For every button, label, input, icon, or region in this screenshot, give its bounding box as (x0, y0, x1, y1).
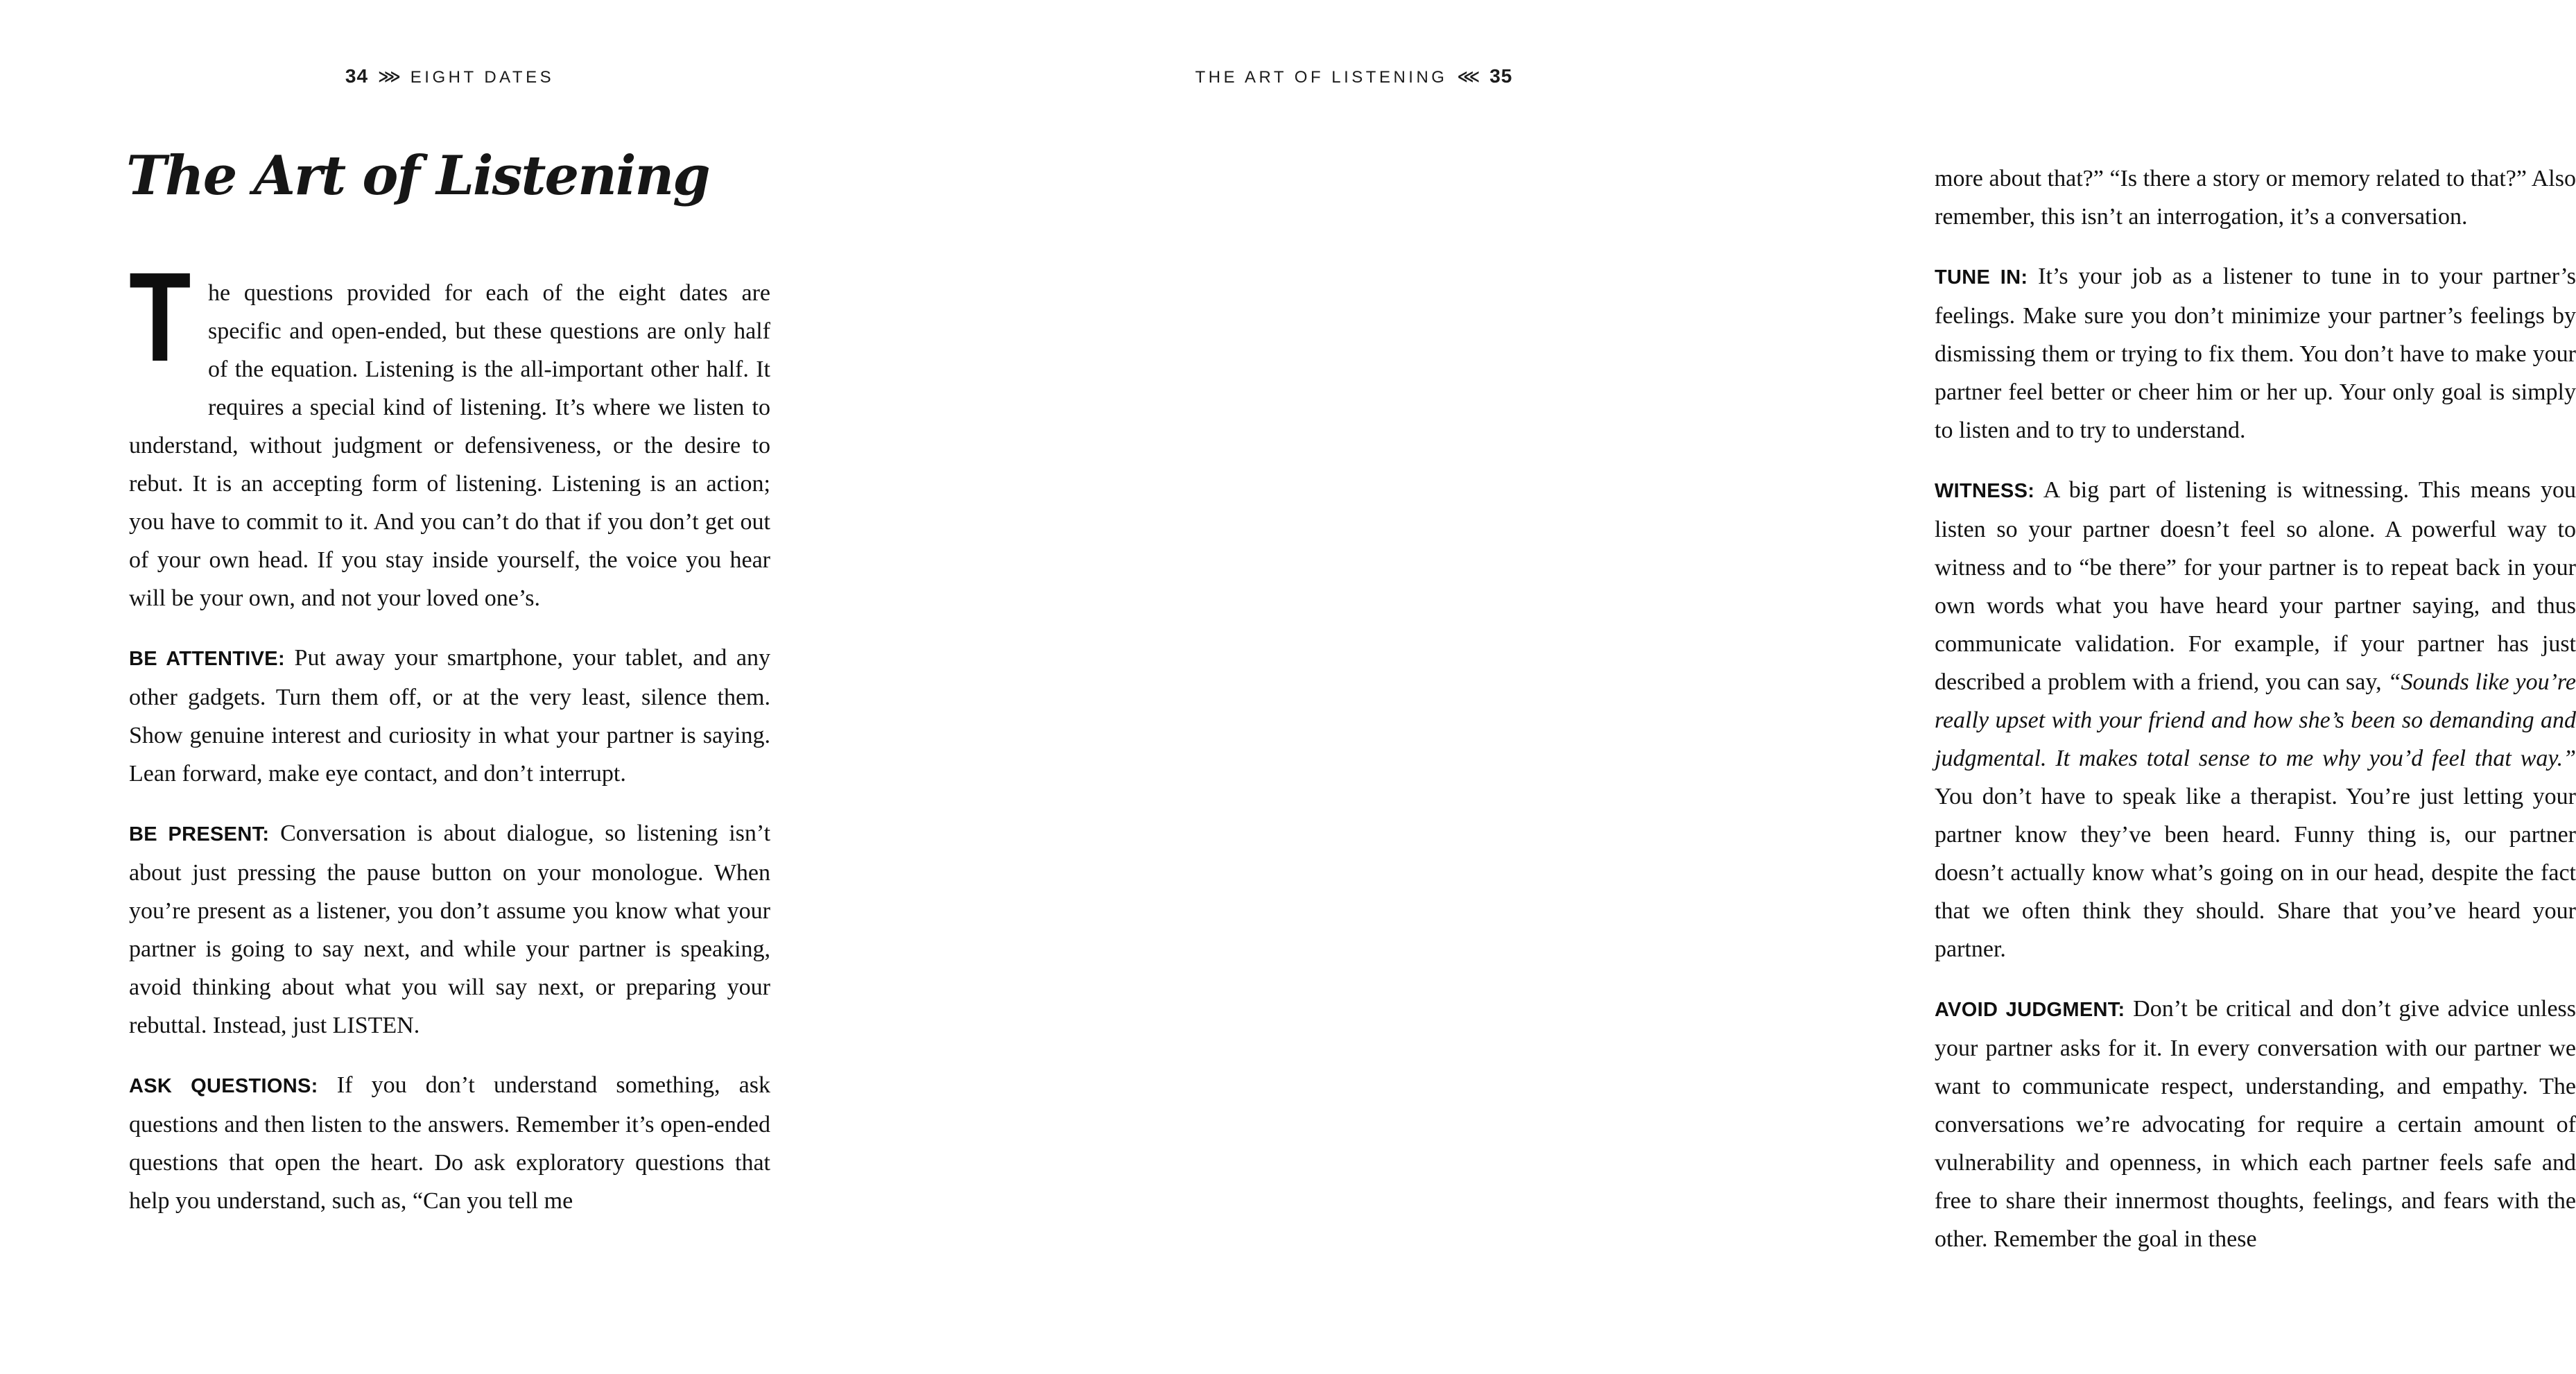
intro-text: he questions provided for each of the eight dates are specific and open-ended, but these questions are only half of the equation. Listening is the all-important other half. It requires a special kind of listening. It’s where we listen to understand, without judgment or defensiveness, or the desire to rebut. It is an accepting form of listening. Listening is an action; you have to commit to it. And you can’t do that if you don’t get out of your own head. If you stay inside yourself, the voice you hear will be your own, and not your loved one’s. (129, 280, 770, 611)
section-text: If you don’t understand something, ask questions and then listen to the answers. Remember it’s open-ended questions that open the heart. Do ask exploratory questions that help you understand, such as, “Can you tell me (129, 1072, 770, 1214)
right-page (901, 0, 2576, 1374)
right-text-column (1935, 160, 2576, 1258)
example-quote-italic: “Sounds like you’re really upset with your friend and how she’s been so demanding and judgmental. It makes total sense to me why you’d feel that way.” (1935, 669, 2576, 771)
section-text: Conversation is about dialogue, so listening isn’t about just pressing the pause button on your monologue. When you’re present as a listener, you don’t assume you know what your partner is going to say next, and while your partner is speaking, avoid thinking about what you will say next, or preparing your rebuttal. Instead, just LISTEN. (129, 821, 771, 1038)
continuation-paragraph (1935, 160, 2576, 236)
section-text: You don’t have to speak like a therapist. You’re just letting your partner know they’ve been heard. Funny thing is, our partner doesn’t actually know what’s going on in our head, despite the fact that we often think they should. Share that you’ve heard your partner. (1935, 784, 2576, 962)
section-paragraph-ask-questions (129, 1066, 770, 1220)
section-label: TUNE IN: (1935, 266, 2028, 289)
triple-chevron-right-icon: ⋙ (378, 68, 401, 86)
intro-paragraph (129, 246, 770, 617)
section-paragraph-witness (1935, 471, 2576, 968)
continuation-text: more about that?” “Is there a story or memory related to that?” Also remember, this isn’t an interrogation, it’s a conversation. (1935, 166, 2576, 230)
left-page-number: 34 (345, 65, 369, 87)
right-page-number: 35 (1489, 65, 1513, 87)
section-label: ASK QUESTIONS: (129, 1075, 318, 1097)
drop-cap-letter: T (129, 246, 191, 388)
drop-cap (129, 246, 196, 391)
chapter-running-head: THE ART OF LISTENING (1195, 68, 1448, 87)
section-text: Put away your smartphone, your tablet, and any other gadgets. Turn them off, or at the very least, silence them. Show genuine interest and curiosity in what your partner is saying. Lean forward, make eye contact, and don’t interrupt. (129, 645, 770, 787)
triple-chevron-left-icon: ⋘ (1457, 68, 1480, 86)
section-text: Don’t be critical and don’t give advice unless your partner asks for it. In every conversation with our partner we want to communicate respect, understanding, and empathy. The conversations we’re advocating for require a certain amount of vulnerability and openness, in which each partner feels safe and free to share their innermost thoughts, feelings, and fears with the other. Remember the goal in these (1935, 996, 2576, 1252)
left-text-column (129, 246, 771, 1220)
right-running-header (1033, 65, 1675, 87)
section-label: BE ATTENTIVE: (129, 648, 285, 670)
section-paragraph-be-attentive (129, 639, 770, 793)
section-label: AVOID JUDGMENT: (1935, 999, 2125, 1021)
section-text: It’s your job as a listener to tune in to your partner’s feelings. Make sure you don’t minimize your partner’s feelings by dismissing them or trying to fix them. You don’t have to make your partner feel better or cheer him or her up. Your only goal is simply to listen and to try to understand. (1935, 264, 2576, 443)
section-paragraph-be-present (129, 814, 770, 1045)
section-text: A big part of listening is witnessing. This means you listen so your partner doesn’t feel so alone. A powerful way to witness and to “be there” for your partner is to repeat back in your own words what you have heard your partner saying, and thus communicate validation. For example, if your partner has just described a problem with a friend, you can say, (1935, 477, 2576, 695)
book-title-running-head: EIGHT DATES (410, 68, 555, 87)
left-running-header (129, 65, 770, 87)
section-paragraph-avoid-judgment (1935, 990, 2576, 1258)
section-paragraph-tune-in (1935, 257, 2576, 449)
left-page (0, 0, 901, 1374)
section-label: BE PRESENT: (129, 823, 270, 845)
chapter-title: The Art of Listening (126, 144, 709, 207)
section-label: WITNESS: (1935, 480, 2035, 502)
